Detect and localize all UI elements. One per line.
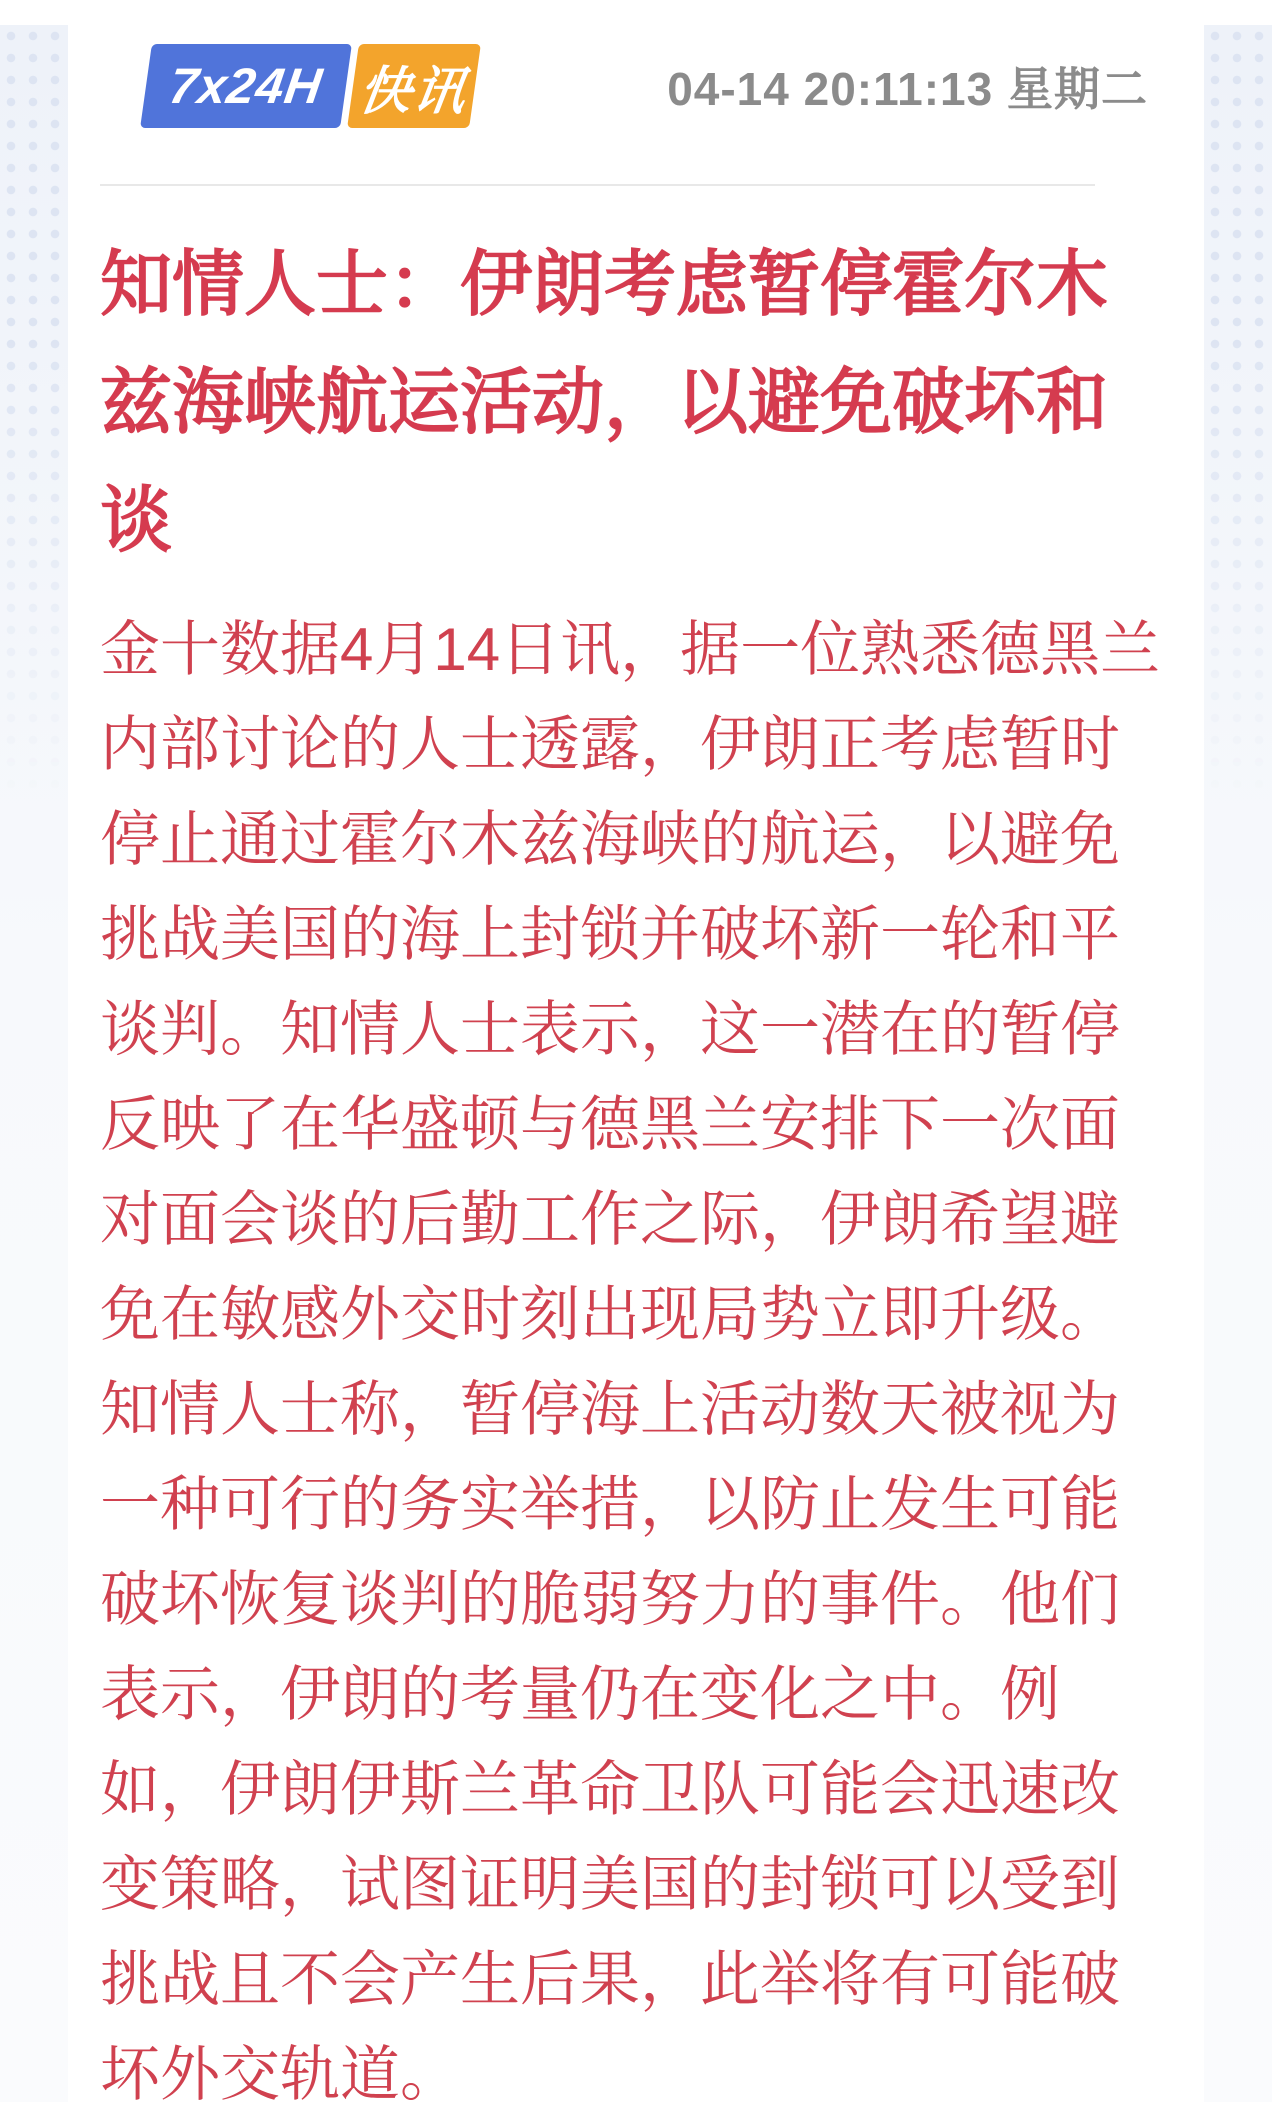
header-divider <box>100 184 1095 186</box>
badge-7x24h-label: 7x24H <box>140 44 352 128</box>
news-flash-card <box>100 0 1170 2122</box>
7x24-flash-badge[interactable] <box>140 44 481 128</box>
article-body-text: 金十数据4月14日讯，据一位熟悉德黑兰内部讨论的人士透露，伊朗正考虑暂时停止通过霍尔木兹海峡的航运，以避免挑战美国的海上封锁并破坏新一轮和平谈判。知情人士表示，这一潜在的暂停反映了在华盛顿与德黑兰安排下一次面对面会谈的后勤工作之际，伊朗希望避免在敏感外交时刻出现局势立即升级。知情人士称，暂停海上活动数天被视为一种可行的务实举措，以防止发生可能破坏恢复谈判的脆弱努力的事件。他们表示，伊朗的考量仍在变化之中。例如，伊朗伊斯兰革命卫队可能会迅速改变策略，试图证明美国的封锁可以受到挑战且不会产生后果，此举将有可能破坏外交轨道。 <box>100 616 1161 2108</box>
news-timestamp: 04-14 20:11:13 星期二 <box>667 63 1148 115</box>
left-edge-dot-pattern <box>0 25 68 2102</box>
article-title: 知情人士：伊朗考虑暂停霍尔木兹海峡航运活动，以避免破坏和谈 <box>100 245 1109 561</box>
badge-kuaixun-label: 快讯 <box>347 44 481 128</box>
right-edge-dot-pattern <box>1204 25 1272 2102</box>
card-header <box>100 44 1170 128</box>
